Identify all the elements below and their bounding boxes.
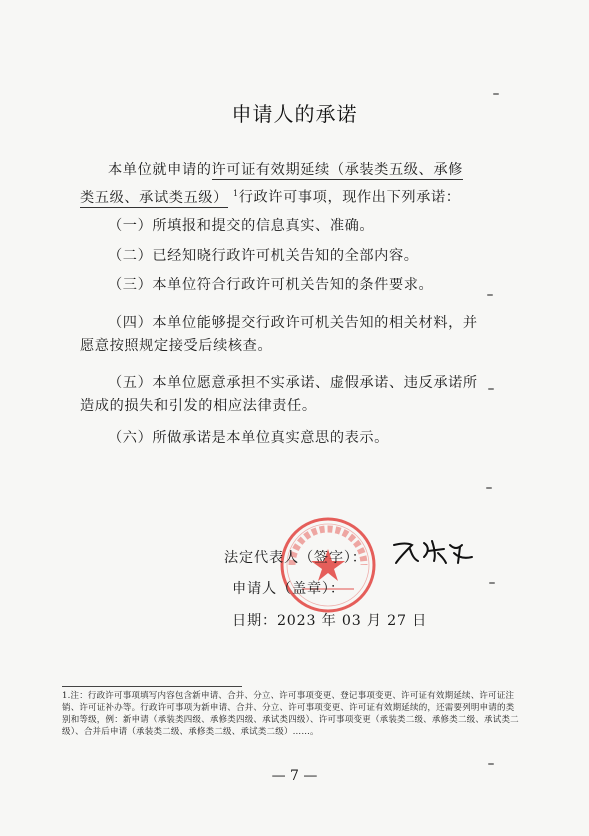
promise-6: （六）所做承诺是本单位真实意思的表示。: [108, 430, 389, 446]
footnote-text: 1.注：行政许可事项填写内容包含新申请、合并、分立、许可事项变更、登记事项变更、许可证有效期延续、许可证注销、许可证补办等。行政许可事项为新申请、合并、分立、许可事项变更、许可证有效期延续的，还需要列明申请的类别和等级，例：新申请（承装类四级、承修类四级、承试类四级）、许可事项变更（承装类二级、承修类二级、承试类二级）、合并后申请（承装类二级、承修类二级、承试类二级）……。: [62, 691, 519, 737]
promise-2: （二）已经知晓行政许可机关告知的全部内容。: [108, 248, 419, 264]
permit-item-line1: 许可证有效期延续（承装类五级、承修: [211, 162, 463, 178]
promise-4-line1: （四）本单位能够提交行政许可机关告知的相关材料，并: [108, 315, 478, 331]
footnote-divider: [62, 686, 242, 687]
date-line: 日期：2023 年 03 月 27 日: [232, 613, 428, 629]
intro-paragraph-cont: [80, 183, 520, 209]
promise-5-line2: 造成的损失和引发的相应法律责任。: [80, 398, 317, 414]
page-title: 申请人的承诺: [231, 102, 358, 126]
promise-3: （三）本单位符合行政许可机关告知的条件要求。: [108, 277, 434, 293]
scan-speck: [488, 763, 494, 765]
promise-1: （一）所填报和提交的信息真实、准确。: [108, 218, 375, 234]
footnote-marker: 1: [233, 189, 239, 198]
scan-speck: [488, 388, 494, 390]
promise-4-line2: 愿意按照规定接受后续核查。: [80, 338, 273, 354]
intro-prefix: 本单位就申请的: [108, 162, 212, 178]
promise-5-line1: （五）本单位愿意承担不实承诺、虚假承诺、违反承诺所: [108, 375, 478, 391]
scan-speck: [487, 294, 493, 296]
scan-speck: [486, 487, 492, 489]
scan-speck: [489, 582, 495, 584]
permit-item-line2: 类五级、承试类五级）: [80, 189, 228, 206]
page-number: — 7 —: [271, 768, 318, 784]
applicant-seal-label: 申请人（盖章）：: [232, 581, 345, 597]
scan-speck: [493, 93, 499, 95]
intro-paragraph: [80, 160, 520, 181]
intro-suffix: 行政许可事项，现作出下列承诺：: [238, 189, 461, 206]
legal-representative-label: 法定代表人（签字）：: [224, 550, 367, 566]
handwritten-signature-icon: [388, 535, 478, 569]
